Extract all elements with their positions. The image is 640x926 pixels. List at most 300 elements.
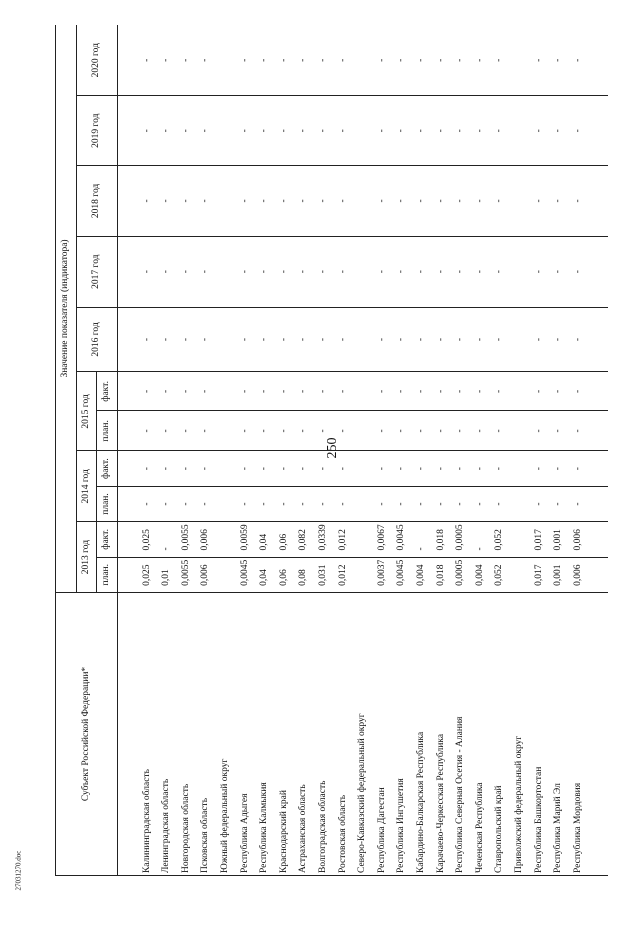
value-cell: -	[451, 307, 471, 372]
value-cell: -	[529, 307, 549, 372]
value-cell: 0,0005	[451, 522, 471, 557]
value-cell: -	[275, 486, 295, 521]
value-cell: -	[470, 522, 490, 557]
value-cell: -	[412, 25, 432, 96]
value-cell: -	[255, 166, 275, 237]
value-cell: -	[255, 96, 275, 166]
value-cell: -	[568, 236, 588, 307]
table-row	[470, 25, 490, 876]
value-cell	[510, 307, 530, 372]
value-cell: -	[275, 166, 295, 237]
value-cell: -	[412, 522, 432, 557]
subject-cell: Республика Калмыкия	[255, 592, 275, 875]
value-cell: -	[470, 411, 490, 451]
value-cell: -	[157, 96, 177, 166]
table-row	[431, 25, 451, 876]
value-cell: 0,0045	[392, 522, 412, 557]
table-row	[353, 25, 373, 876]
value-cell	[588, 486, 608, 521]
value-cell	[117, 522, 137, 557]
value-cell: -	[196, 451, 216, 486]
value-cell: -	[177, 451, 197, 486]
value-cell: -	[392, 411, 412, 451]
table-row	[549, 25, 569, 876]
subject-cell: Республика Адыгея	[235, 592, 255, 875]
value-cell: -	[157, 236, 177, 307]
value-cell: -	[568, 411, 588, 451]
value-cell	[510, 96, 530, 166]
value-cell: -	[451, 96, 471, 166]
subject-cell: Псковская область	[196, 592, 216, 875]
value-cell: -	[451, 451, 471, 486]
value-cell: 0,0055	[177, 522, 197, 557]
value-cell	[117, 307, 137, 372]
value-cell: -	[529, 236, 549, 307]
value-cell: -	[314, 25, 334, 96]
value-cell	[353, 25, 373, 96]
value-cell: -	[451, 166, 471, 237]
value-cell: -	[177, 372, 197, 411]
value-cell: -	[490, 451, 510, 486]
value-cell: -	[314, 96, 334, 166]
year-2019-header: 2019 год	[76, 96, 117, 166]
value-cell: -	[235, 96, 255, 166]
value-cell: -	[568, 451, 588, 486]
value-cell	[353, 96, 373, 166]
value-cell: 0,001	[549, 557, 569, 592]
value-cell: -	[196, 486, 216, 521]
value-cell: -	[549, 236, 569, 307]
plan-2014-header: план.	[97, 486, 118, 521]
value-cell: -	[490, 486, 510, 521]
value-cell: -	[529, 96, 549, 166]
value-cell	[588, 166, 608, 237]
value-cell: -	[177, 236, 197, 307]
value-cell: 0,06	[275, 557, 295, 592]
value-cell: -	[255, 25, 275, 96]
table-row	[568, 25, 588, 876]
value-cell: 0,0005	[451, 557, 471, 592]
value-cell: -	[529, 486, 549, 521]
value-cell: -	[470, 486, 490, 521]
value-cell: 0,08	[294, 557, 314, 592]
value-cell: -	[373, 166, 393, 237]
value-cell: -	[275, 236, 295, 307]
value-cell: -	[196, 372, 216, 411]
table-row	[235, 25, 255, 876]
subject-cell: Республика Марий Эл	[549, 592, 569, 875]
value-cell: 0,018	[431, 557, 451, 592]
table-row	[117, 25, 137, 876]
value-cell	[588, 451, 608, 486]
value-cell: 0,018	[431, 522, 451, 557]
value-cell	[117, 236, 137, 307]
value-cell	[588, 522, 608, 557]
value-cell: -	[314, 486, 334, 521]
value-cell: -	[333, 25, 353, 96]
value-cell	[216, 557, 236, 592]
table-body	[117, 25, 607, 876]
value-cell	[216, 236, 236, 307]
value-cell: -	[255, 307, 275, 372]
table-header	[56, 25, 118, 876]
value-cell: -	[392, 25, 412, 96]
value-cell: -	[255, 372, 275, 411]
value-cell: -	[157, 451, 177, 486]
value-cell: -	[431, 307, 451, 372]
value-cell: -	[157, 307, 177, 372]
value-cell: -	[137, 486, 157, 521]
value-cell: -	[412, 451, 432, 486]
value-cell: -	[470, 451, 490, 486]
value-cell: -	[568, 486, 588, 521]
value-cell: 0,0339	[314, 522, 334, 557]
value-cell: -	[235, 486, 255, 521]
value-cell: -	[373, 486, 393, 521]
value-cell: -	[392, 166, 412, 237]
value-cell: -	[137, 411, 157, 451]
indicator-value-header: Значение показателя (индикатора)	[56, 25, 77, 592]
table-row	[529, 25, 549, 876]
value-cell: -	[333, 307, 353, 372]
value-cell	[588, 557, 608, 592]
fact-2013-header: факт.	[97, 522, 118, 557]
value-cell	[353, 411, 373, 451]
value-cell: -	[275, 25, 295, 96]
value-cell	[117, 372, 137, 411]
subject-cell: Республика Мордовия	[568, 592, 588, 875]
value-cell: 0,052	[490, 522, 510, 557]
value-cell: -	[177, 486, 197, 521]
value-cell	[117, 25, 137, 96]
fact-2014-header: факт.	[97, 451, 118, 486]
value-cell: 0,0037	[373, 557, 393, 592]
value-cell: -	[294, 166, 314, 237]
table-row	[373, 25, 393, 876]
value-cell: 0,025	[137, 557, 157, 592]
value-cell: 0,017	[529, 557, 549, 592]
subject-cell: Приволжский федеральный округ	[510, 592, 530, 875]
rotated-table	[55, 25, 611, 876]
value-cell: -	[490, 166, 510, 237]
value-cell: -	[451, 486, 471, 521]
table-row	[314, 25, 334, 876]
value-cell: 0,006	[568, 522, 588, 557]
value-cell	[510, 557, 530, 592]
value-cell: -	[157, 411, 177, 451]
value-cell: -	[549, 307, 569, 372]
value-cell	[216, 451, 236, 486]
value-cell	[353, 372, 373, 411]
value-cell: -	[392, 372, 412, 411]
value-cell: -	[549, 372, 569, 411]
table-row	[137, 25, 157, 876]
subject-cell: Южный федеральный округ	[216, 592, 236, 875]
value-cell: -	[177, 25, 197, 96]
value-cell: -	[255, 236, 275, 307]
table-row	[333, 25, 353, 876]
value-cell	[510, 236, 530, 307]
value-cell: -	[275, 411, 295, 451]
value-cell: -	[412, 411, 432, 451]
value-cell: -	[137, 372, 157, 411]
value-cell: 0,006	[196, 522, 216, 557]
document-code: 27031270.doc	[14, 850, 23, 891]
value-cell: -	[490, 411, 510, 451]
value-cell: 0,004	[470, 557, 490, 592]
value-cell: -	[392, 307, 412, 372]
value-cell: -	[412, 372, 432, 411]
value-cell: 0,052	[490, 557, 510, 592]
value-cell: -	[157, 486, 177, 521]
value-cell: -	[431, 451, 451, 486]
value-cell: -	[294, 96, 314, 166]
value-cell	[216, 25, 236, 96]
value-cell: -	[333, 486, 353, 521]
value-cell: -	[490, 307, 510, 372]
value-cell: -	[451, 372, 471, 411]
value-cell: 0,0067	[373, 522, 393, 557]
value-cell: -	[157, 522, 177, 557]
value-cell: -	[255, 486, 275, 521]
value-cell: -	[373, 307, 393, 372]
plan-2013-header: план.	[97, 557, 118, 592]
value-cell	[216, 166, 236, 237]
value-cell: -	[490, 96, 510, 166]
subject-cell	[117, 592, 137, 875]
value-cell: -	[275, 96, 295, 166]
value-cell	[117, 96, 137, 166]
table-row	[392, 25, 412, 876]
value-cell: 0,017	[529, 522, 549, 557]
value-cell: -	[451, 411, 471, 451]
value-cell: 0,0059	[235, 522, 255, 557]
value-cell: -	[373, 25, 393, 96]
value-cell: -	[235, 411, 255, 451]
value-cell	[117, 166, 137, 237]
value-cell	[216, 486, 236, 521]
value-cell: -	[294, 236, 314, 307]
value-cell	[216, 411, 236, 451]
value-cell: -	[333, 411, 353, 451]
value-cell: -	[470, 96, 490, 166]
subject-cell: Астраханская область	[294, 592, 314, 875]
value-cell: -	[333, 166, 353, 237]
value-cell: 0,006	[196, 557, 216, 592]
value-cell: -	[314, 451, 334, 486]
value-cell: -	[549, 486, 569, 521]
value-cell: -	[431, 166, 451, 237]
table-row	[216, 25, 236, 876]
value-cell: -	[412, 166, 432, 237]
value-cell: -	[529, 166, 549, 237]
value-cell: -	[431, 372, 451, 411]
value-cell: -	[275, 372, 295, 411]
value-cell	[588, 236, 608, 307]
value-cell: 0,04	[255, 557, 275, 592]
value-cell: -	[549, 411, 569, 451]
value-cell: -	[373, 96, 393, 166]
table-row	[490, 25, 510, 876]
value-cell: -	[412, 96, 432, 166]
value-cell: 0,004	[412, 557, 432, 592]
subject-cell: Республика Северная Осетия - Алания	[451, 592, 471, 875]
value-cell: -	[235, 307, 255, 372]
value-cell: -	[549, 166, 569, 237]
value-cell: -	[196, 307, 216, 372]
value-cell	[353, 236, 373, 307]
indicator-table	[55, 25, 608, 876]
subject-cell: Карачаево-Черкесская Республика	[431, 592, 451, 875]
value-cell	[353, 451, 373, 486]
value-cell: -	[177, 96, 197, 166]
value-cell: -	[255, 451, 275, 486]
value-cell	[510, 25, 530, 96]
value-cell: -	[333, 451, 353, 486]
page-number: 250	[325, 437, 340, 459]
rotated-page-table-container	[55, 25, 611, 876]
value-cell	[117, 486, 137, 521]
value-cell: -	[451, 25, 471, 96]
value-cell: -	[137, 25, 157, 96]
value-cell	[117, 557, 137, 592]
value-cell	[353, 486, 373, 521]
value-cell: -	[314, 307, 334, 372]
value-cell: -	[529, 411, 549, 451]
value-cell: -	[294, 486, 314, 521]
value-cell	[510, 411, 530, 451]
value-cell: -	[490, 236, 510, 307]
table-row	[196, 25, 216, 876]
value-cell: -	[568, 25, 588, 96]
value-cell: -	[373, 236, 393, 307]
value-cell: -	[137, 166, 157, 237]
value-cell: -	[549, 96, 569, 166]
value-cell: -	[196, 236, 216, 307]
value-cell	[353, 522, 373, 557]
value-cell: -	[235, 25, 255, 96]
value-cell: -	[196, 96, 216, 166]
subject-cell: Ростовская область	[333, 592, 353, 875]
value-cell: -	[255, 411, 275, 451]
subject-cell	[588, 592, 608, 875]
value-cell: 0,006	[568, 557, 588, 592]
value-cell: -	[373, 451, 393, 486]
value-cell: -	[314, 372, 334, 411]
value-cell	[117, 411, 137, 451]
value-cell: -	[137, 307, 157, 372]
value-cell: -	[470, 236, 490, 307]
value-cell	[353, 557, 373, 592]
table-row	[275, 25, 295, 876]
value-cell: 0,012	[333, 557, 353, 592]
value-cell: -	[470, 307, 490, 372]
value-cell	[117, 451, 137, 486]
year-2014-header: 2014 год	[76, 451, 97, 522]
value-cell	[588, 307, 608, 372]
value-cell: -	[314, 166, 334, 237]
value-cell: -	[177, 411, 197, 451]
subject-cell: Республика Дагестан	[373, 592, 393, 875]
value-cell: -	[294, 307, 314, 372]
year-2016-header: 2016 год	[76, 307, 117, 372]
value-cell: -	[196, 411, 216, 451]
value-cell: -	[196, 25, 216, 96]
value-cell	[588, 411, 608, 451]
value-cell	[510, 451, 530, 486]
value-cell: -	[294, 372, 314, 411]
value-cell: -	[529, 451, 549, 486]
year-2013-header: 2013 год	[76, 522, 97, 593]
value-cell: -	[294, 411, 314, 451]
value-cell: 0,01	[157, 557, 177, 592]
value-cell: -	[392, 96, 412, 166]
value-cell	[510, 522, 530, 557]
table-row	[510, 25, 530, 876]
value-cell	[216, 307, 236, 372]
value-cell: -	[470, 25, 490, 96]
year-2015-header: 2015 год	[76, 372, 97, 451]
table-row	[255, 25, 275, 876]
value-cell: -	[431, 25, 451, 96]
value-cell: -	[529, 372, 549, 411]
value-cell: -	[137, 236, 157, 307]
subject-cell: Республика Башкортостан	[529, 592, 549, 875]
value-cell: -	[314, 236, 334, 307]
value-cell	[588, 372, 608, 411]
table-row	[451, 25, 471, 876]
subject-cell: Краснодарский край	[275, 592, 295, 875]
value-cell: -	[392, 451, 412, 486]
subject-cell: Республика Ингушетия	[392, 592, 412, 875]
value-cell: -	[157, 166, 177, 237]
value-cell	[353, 166, 373, 237]
value-cell	[216, 522, 236, 557]
value-cell: -	[549, 451, 569, 486]
value-cell	[216, 372, 236, 411]
value-cell: -	[137, 451, 157, 486]
value-cell: 0,04	[255, 522, 275, 557]
value-cell: -	[431, 236, 451, 307]
value-cell: -	[235, 166, 255, 237]
value-cell: -	[333, 236, 353, 307]
value-cell: -	[294, 451, 314, 486]
subject-cell: Кабардино-Балкарская Республика	[412, 592, 432, 875]
value-cell	[353, 307, 373, 372]
value-cell: -	[333, 96, 353, 166]
value-cell: -	[412, 486, 432, 521]
value-cell: -	[314, 411, 334, 451]
value-cell: 0,012	[333, 522, 353, 557]
value-cell: -	[157, 372, 177, 411]
value-cell: -	[294, 25, 314, 96]
table-row	[588, 25, 608, 876]
year-2020-header: 2020 год	[76, 25, 117, 96]
value-cell: -	[412, 307, 432, 372]
value-cell: -	[392, 486, 412, 521]
value-cell: -	[490, 25, 510, 96]
subject-cell: Ленинградская область	[157, 592, 177, 875]
value-cell: -	[333, 372, 353, 411]
value-cell: -	[568, 166, 588, 237]
value-cell: 0,082	[294, 522, 314, 557]
value-cell: -	[431, 486, 451, 521]
value-cell: -	[568, 372, 588, 411]
value-cell: 0,031	[314, 557, 334, 592]
value-cell: -	[451, 236, 471, 307]
value-cell: -	[235, 372, 255, 411]
value-cell: -	[373, 411, 393, 451]
